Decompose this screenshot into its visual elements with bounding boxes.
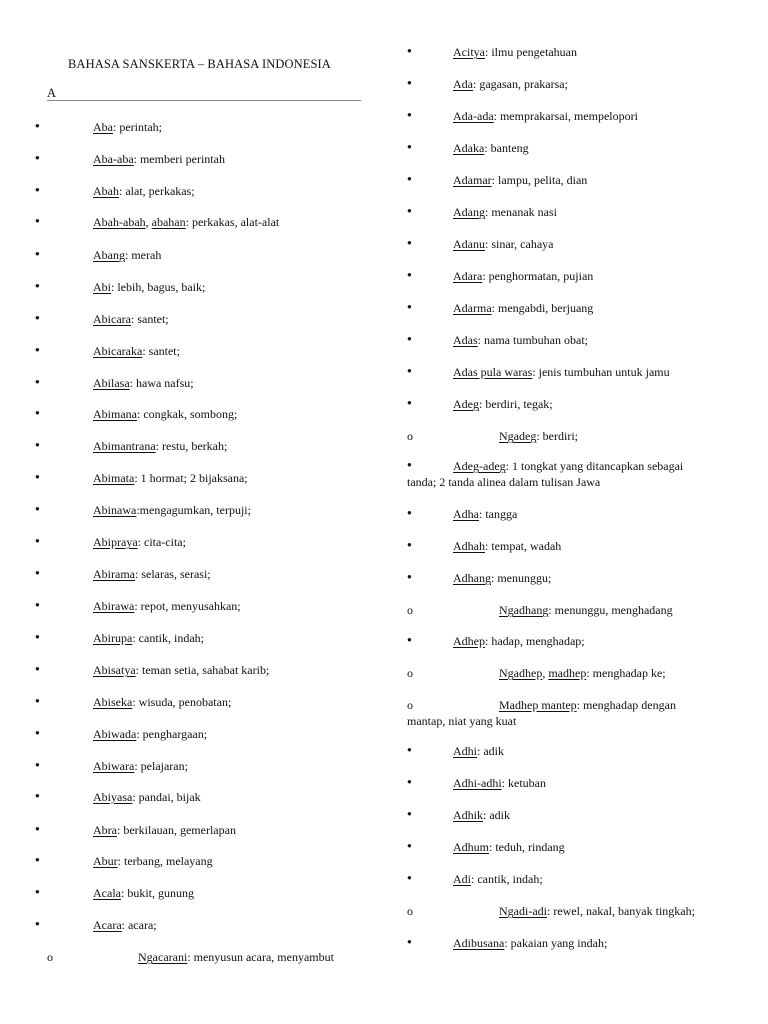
entry-definition: : adik: [477, 744, 504, 758]
entry-term: Abinawa: [93, 503, 137, 517]
dictionary-entry: [453, 807, 510, 823]
dictionary-entry: [93, 534, 186, 550]
entry-definition: : pandai, bijak: [132, 790, 201, 804]
dictionary-entry: [93, 470, 248, 486]
entry-term: Abimata: [93, 471, 135, 485]
entry-term: Ada-ada: [453, 109, 494, 123]
dictionary-entry: [453, 775, 546, 791]
term-separator: ,: [145, 215, 152, 229]
dictionary-subentry: [499, 697, 676, 713]
entry-definition: : hadap, menghadap;: [485, 634, 585, 648]
entry-definition: : pelajaran;: [134, 759, 188, 773]
entry-definition: : tangga: [479, 507, 518, 521]
entry-definition: : gagasan, prakarsa;: [473, 77, 568, 91]
dictionary-entry: [453, 396, 553, 412]
entry-term: Abirama: [93, 567, 135, 581]
dictionary-entry: [453, 839, 565, 855]
entry-definition: : tempat, wadah: [485, 539, 562, 553]
entry-definition: : menanak nasi: [485, 205, 557, 219]
dictionary-entry: [453, 236, 553, 252]
entry-term: Aba-aba: [93, 152, 134, 166]
entry-term: Abirawa: [93, 599, 135, 613]
bullet-icon: ●: [407, 174, 412, 183]
entry-definition: : penghormatan, pujian: [482, 269, 594, 283]
dictionary-entry: [93, 279, 205, 295]
dictionary-entry: [93, 502, 251, 518]
bullet-icon: ●: [407, 110, 412, 119]
entry-definition: : acara;: [121, 918, 157, 932]
bullet-icon: ●: [35, 728, 40, 737]
entry-definition: : rewel, nakal, banyak tingkah;: [546, 904, 695, 918]
bullet-icon: ●: [407, 398, 412, 407]
dictionary-entry: [93, 247, 161, 263]
bullet-icon: ●: [407, 635, 412, 644]
entry-term: Adeg: [453, 397, 479, 411]
entry-term: abahan: [151, 215, 186, 229]
dictionary-entry: [453, 332, 588, 348]
dictionary-entry: [93, 343, 180, 359]
dictionary-entry: [453, 172, 587, 188]
bullet-icon: ●: [35, 887, 40, 896]
entry-term: Adi: [453, 872, 471, 886]
entry-definition: : menghadap dengan: [576, 698, 676, 712]
bullet-icon: ●: [407, 366, 412, 375]
dictionary-entry: [93, 311, 169, 327]
entry-term: Abiwada: [93, 727, 137, 741]
entry-term: Adarma: [453, 301, 492, 315]
entry-term: Abisatya: [93, 663, 136, 677]
dictionary-entry: [93, 789, 201, 805]
bullet-icon: ●: [407, 302, 412, 311]
bullet-icon: ●: [407, 572, 412, 581]
entry-term: Abimantrana: [93, 439, 156, 453]
bullet-icon: ●: [407, 873, 412, 882]
dictionary-entry: [93, 566, 211, 582]
entry-definition: : memprakarsai, mempelopori: [493, 109, 638, 123]
entry-term: Abra: [93, 823, 117, 837]
dictionary-entry: [453, 76, 568, 92]
entry-definition: : alat, perkakas;: [119, 184, 195, 198]
entry-definition: : perkakas, alat-alat: [185, 215, 280, 229]
dictionary-entry: [93, 119, 162, 135]
entry-definition: : selaras, serasi;: [134, 567, 211, 581]
sub-bullet-icon: o: [407, 666, 413, 680]
bullet-icon: ●: [35, 281, 40, 290]
dictionary-entry: [93, 151, 225, 167]
entry-definition: : congkak, sombong;: [137, 407, 238, 421]
entry-term: Abirupa: [93, 631, 133, 645]
bullet-icon: ●: [407, 142, 412, 151]
entry-term: Madhep mantep: [499, 698, 577, 712]
bullet-icon: ●: [407, 334, 412, 343]
entry-term: Adas pula waras: [453, 365, 533, 379]
bullet-icon: ●: [35, 504, 40, 513]
bullet-icon: ●: [407, 745, 412, 754]
entry-definition: : 1 tongkat yang ditancapkan sebagai: [505, 459, 684, 473]
entry-term: Acala: [93, 886, 121, 900]
entry-term: Abiyasa: [93, 790, 133, 804]
entry-term: Acara: [93, 918, 122, 932]
bullet-icon: ●: [35, 249, 40, 258]
entry-term: Abicaraka: [93, 344, 143, 358]
dictionary-entry: [93, 758, 188, 774]
bullet-icon: ●: [35, 919, 40, 928]
bullet-icon: ●: [35, 536, 40, 545]
entry-term: Adeg-adeg: [453, 459, 506, 473]
entry-definition: : mengabdi, berjuang: [491, 301, 594, 315]
entry-term: Adibusana: [453, 936, 505, 950]
dictionary-entry: [453, 300, 593, 316]
bullet-icon: ●: [35, 696, 40, 705]
entry-definition: : cita-cita;: [137, 535, 186, 549]
sub-bullet-icon: o: [407, 429, 413, 443]
bullet-icon: ●: [407, 937, 412, 946]
entry-term: Adas: [453, 333, 478, 347]
entry-term: Adhep: [453, 634, 485, 648]
entry-definition: : pakaian yang indah;: [504, 936, 608, 950]
entry-definition: : santet;: [130, 312, 169, 326]
entry-definition: : lebih, bagus, baik;: [111, 280, 206, 294]
bullet-icon: ●: [407, 809, 412, 818]
bullet-icon: ●: [35, 664, 40, 673]
entry-definition: : cantik, indah;: [471, 872, 543, 886]
bullet-icon: ●: [35, 216, 40, 225]
dictionary-entry: [93, 822, 236, 838]
entry-term: Ngacarani: [138, 950, 188, 964]
bullet-icon: ●: [35, 313, 40, 322]
entry-term: Adhah: [453, 539, 485, 553]
sub-bullet-icon: o: [407, 904, 413, 918]
entry-definition: : menunggu, menghadang: [548, 603, 673, 617]
entry-term: Adhi: [453, 744, 477, 758]
sub-bullet-icon: o: [47, 950, 53, 964]
entry-term: Abiseka: [93, 695, 133, 709]
entry-definition: : menghadap ke;: [586, 666, 666, 680]
bullet-icon: ●: [407, 508, 412, 517]
entry-term: Acitya: [453, 45, 485, 59]
entry-term: Adara: [453, 269, 483, 283]
bullet-icon: ●: [35, 440, 40, 449]
entry-term: Ngadhep: [499, 666, 543, 680]
dictionary-entry: [93, 630, 204, 646]
entry-definition: : penghargaan;: [136, 727, 208, 741]
bullet-icon: ●: [407, 460, 412, 469]
bullet-icon: ●: [35, 185, 40, 194]
entry-definition: : nama tumbuhan obat;: [477, 333, 588, 347]
dictionary-subentry: [499, 428, 578, 444]
dictionary-entry: [453, 871, 543, 887]
entry-definition: : ketuban: [501, 776, 546, 790]
entry-term: Adaka: [453, 141, 485, 155]
bullet-icon: ●: [407, 270, 412, 279]
bullet-icon: ●: [35, 377, 40, 386]
dictionary-subentry: [499, 602, 673, 618]
entry-definition: :mengagumkan, terpuji;: [136, 503, 251, 517]
bullet-icon: ●: [35, 600, 40, 609]
dictionary-entry: [93, 853, 213, 869]
entry-definition-continuation: tanda; 2 tanda alinea dalam tulisan Jawa: [407, 475, 601, 489]
entry-term: Abiwara: [93, 759, 135, 773]
entry-term: Ngadhang: [499, 603, 549, 617]
dictionary-entry: [453, 743, 504, 759]
page-title: BAHASA SANSKERTA – BAHASA INDONESIA: [68, 57, 331, 71]
entry-term: Adamar: [453, 173, 492, 187]
entry-term: Abang: [93, 248, 125, 262]
dictionary-entry: [93, 183, 195, 199]
dictionary-entry: [93, 214, 279, 230]
entry-term: Abur: [93, 854, 118, 868]
bullet-icon: ●: [407, 46, 412, 55]
entry-definition: : terbang, melayang: [117, 854, 213, 868]
dictionary-subentry: [499, 903, 695, 919]
dictionary-entry: [453, 44, 577, 60]
entry-term: Adha: [453, 507, 479, 521]
bullet-icon: ●: [407, 238, 412, 247]
entry-term: Abah: [93, 184, 119, 198]
dictionary-entry: [93, 375, 194, 391]
dictionary-entry: [453, 506, 517, 522]
entry-definition: : repot, menyusahkan;: [134, 599, 241, 613]
entry-term: madhep: [548, 666, 587, 680]
entry-definition: : restu, berkah;: [155, 439, 228, 453]
bullet-icon: ●: [35, 824, 40, 833]
dictionary-entry: [453, 570, 551, 586]
dictionary-entry: [453, 538, 561, 554]
entry-definition: : teman setia, sahabat karib;: [135, 663, 270, 677]
bullet-icon: ●: [407, 841, 412, 850]
entry-definition: : jenis tumbuhan untuk jamu: [532, 365, 670, 379]
entry-term: Abimana: [93, 407, 137, 421]
entry-definition: : wisuda, penobatan;: [132, 695, 232, 709]
entry-definition: : sinar, cahaya: [485, 237, 554, 251]
entry-term: Ngadeg: [499, 429, 537, 443]
bullet-icon: ●: [35, 791, 40, 800]
entry-term: Abicara: [93, 312, 131, 326]
dictionary-subentry: [499, 665, 666, 681]
dictionary-entry: [93, 726, 207, 742]
entry-term: Abilasa: [93, 376, 130, 390]
bullet-icon: ●: [35, 568, 40, 577]
bullet-icon: ●: [407, 540, 412, 549]
dictionary-entry: [93, 694, 231, 710]
bullet-icon: ●: [35, 632, 40, 641]
dictionary-entry: [93, 917, 157, 933]
entry-term: Adang: [453, 205, 485, 219]
entry-definition: : berdiri;: [536, 429, 578, 443]
bullet-icon: ●: [35, 472, 40, 481]
bullet-icon: ●: [407, 78, 412, 87]
entry-term: Adhik: [453, 808, 483, 822]
dictionary-entry: [93, 885, 194, 901]
entry-term: Aba: [93, 120, 113, 134]
entry-definition: : adik: [483, 808, 510, 822]
entry-term: Abi: [93, 280, 111, 294]
dictionary-entry: [93, 438, 227, 454]
bullet-icon: ●: [35, 345, 40, 354]
entry-definition: : berdiri, tegak;: [479, 397, 553, 411]
dictionary-entry: [453, 633, 585, 649]
entry-definition: : bukit, gunung: [120, 886, 194, 900]
dictionary-entry: [453, 458, 683, 474]
entry-definition: : cantik, indah;: [132, 631, 204, 645]
sub-bullet-icon: o: [407, 698, 413, 712]
section-divider: [47, 100, 361, 101]
term-separator: ,: [542, 666, 549, 680]
entry-definition: : banteng: [484, 141, 529, 155]
dictionary-entry: [453, 268, 593, 284]
entry-definition: : lampu, pelita, dian: [491, 173, 588, 187]
entry-term: Adhang: [453, 571, 491, 585]
entry-definition: : perintah;: [113, 120, 162, 134]
entry-term: Adhi-adhi: [453, 776, 502, 790]
bullet-icon: ●: [35, 408, 40, 417]
bullet-icon: ●: [35, 121, 40, 130]
entry-definition: : merah: [125, 248, 162, 262]
entry-definition: : menyusun acara, menyambut: [187, 950, 334, 964]
entry-definition: : santet;: [142, 344, 180, 358]
section-heading: A: [47, 86, 57, 100]
entry-term: Abah-abah: [93, 215, 146, 229]
entry-definition: : menunggu;: [491, 571, 552, 585]
entry-term: Adanu: [453, 237, 485, 251]
entry-definition: : berkilauan, gemerlapan: [117, 823, 236, 837]
dictionary-entry: [453, 108, 638, 124]
bullet-icon: ●: [407, 777, 412, 786]
entry-definition: : ilmu pengetahuan: [485, 45, 577, 59]
entry-term: Ngadi-adi: [499, 904, 547, 918]
bullet-icon: ●: [35, 855, 40, 864]
dictionary-entry: [453, 935, 607, 951]
dictionary-entry: [93, 406, 237, 422]
entry-definition: : memberi perintah: [133, 152, 225, 166]
sub-bullet-icon: o: [407, 603, 413, 617]
dictionary-entry: [93, 598, 241, 614]
entry-definition: : teduh, rindang: [489, 840, 565, 854]
entry-term: Abipraya: [93, 535, 138, 549]
dictionary-subentry: [138, 949, 334, 965]
dictionary-entry: [93, 662, 269, 678]
dictionary-entry: [453, 364, 670, 380]
entry-definition-continuation: mantap, niat yang kuat: [407, 714, 517, 728]
entry-term: Ada: [453, 77, 473, 91]
entry-definition: : 1 hormat; 2 bijaksana;: [134, 471, 248, 485]
bullet-icon: ●: [35, 760, 40, 769]
dictionary-entry: [453, 204, 557, 220]
bullet-icon: ●: [407, 206, 412, 215]
entry-term: Adhum: [453, 840, 489, 854]
bullet-icon: ●: [35, 153, 40, 162]
entry-definition: : hawa nafsu;: [129, 376, 194, 390]
dictionary-entry: [453, 140, 529, 156]
